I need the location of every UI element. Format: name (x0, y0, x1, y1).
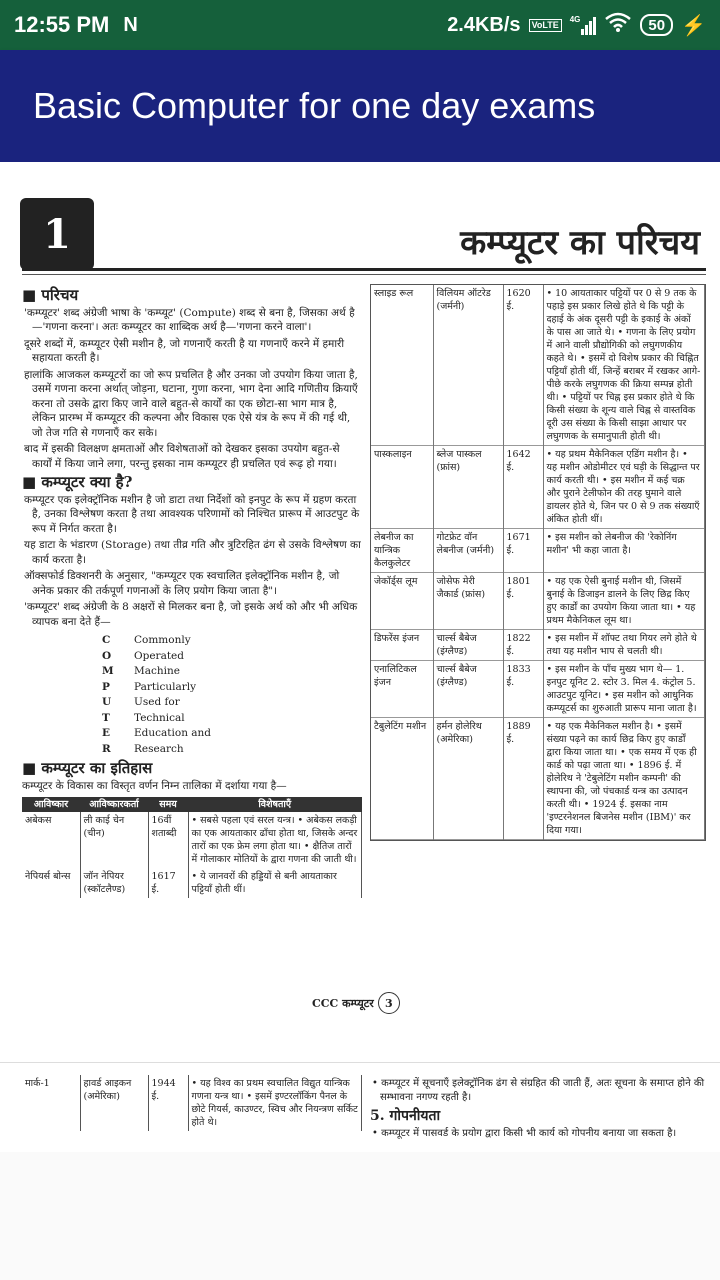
page-footer (312, 992, 400, 1014)
page-number: 3 (378, 992, 400, 1014)
bullet: यह डाटा के भंडारण (Storage) तथा तीव्र गति और त्रुटिरहित ढंग से उसके विश्लेषण का कार्य करता है। (24, 539, 361, 566)
table-row: स्लाइड रूल विलियम ऑटरेड (जर्मनी) 1620 ई. • 10 आयताकार पट्टियों पर 0 से 9 तक के पहाड़े इस प्रकार लिखे होते थे कि पट्टी के दहाई के अंक दूसरी पट्टी के इकाई के अंकों के पास आ जाते थे। • गणना के लिए प्रयोग में आने वाली प्रौद्योगिकी को लघुगणकीय कहते थे। • इसमें दो विशेष प्रकार की चिह्नित पट्टियाँ होती थीं, जिन्हें बराबर में रखकर आगे-पीछे करके लघुगणक की क्रिया सम्पन्न होती थी। • पट्टियों पर चिह्न इस प्रकार होते थे कि किसी संख्या के शून्य वाले चिह्न से वास्तविक दूरी उस संख्या के किसी साझा आधार पर लघुगणक के समानुपाती होती थी। (371, 285, 705, 446)
acronym-row: P Particularly (102, 680, 197, 693)
next-page-preview (0, 1062, 720, 1152)
bullet: कम्प्यूटर एक इलेक्ट्रॉनिक मशीन है जो डाटा तथा निर्देशों को इनपुट के रूप में ग्रहण करता है, उनका विश्लेषण करता है तथा आवश्यक परिणामों को निश्चित प्रारूप में आउटपुट के रूप में निर्गत करता है। (24, 493, 360, 535)
app-bar (0, 50, 720, 162)
table-header-row (22, 797, 362, 812)
table-row: मार्क-1 हावर्ड आइकन (अमेरिका) 1944 ई. • यह विश्व का प्रथम स्वचालित विद्युत यान्त्रिक गणना यन्त्र था। • इसमें इण्टरलॉकिंग पैनल के छोटे गियर्स, काउण्टर, स्विच और नियन्त्रण सर्किट होते थे। (22, 1075, 362, 1131)
table-row: जेकॉर्ड्स लूम जोसेफ मेरी जैकार्ड (फ्रांस) 1801 ई. • यह एक ऐसी बुनाई मशीन थी, जिसमें बुनाई के डिजाइन डालने के लिए छिद्र किए हुए कार्डों का उपयोग किया जाता था। • यह प्रथम मैकेनिकल लूम था। (371, 573, 705, 630)
bullet: दूसरे शब्दों में, कम्प्यूटर ऐसी मशीन है, जो गणनाएँ करती है या गणनाएँ करने में हमारी सहायता करती है। (24, 337, 345, 364)
charging-icon: ⚡ (681, 14, 706, 37)
next-page-right (370, 1077, 710, 1143)
table-row: अबेकस ली काई चेन (चीन) 16वीं शताब्दी • सबसे पहला एवं सरल यन्त्र। • अबेकस लकड़ी का एक आयताकार ढाँचा होता था, जिसके अन्दर तारों का एक फ्रेम लगा होता था। • क्षैतिज तारों में गोलाकार मोतियों के द्वारा गणना की जाती थी। (22, 812, 362, 868)
section-heading: 5. गोपनीयता (370, 1108, 441, 1124)
table-row: एनालिटिकल इंजन चार्ल्स बैबेज (इंग्लैण्ड) 1833 ई. • इस मशीन के पाँच मुख्य भाग थे— 1. इनपुट यूनिट 2. स्टोर 3. मिल 4. कंट्रोल 5. आउटपुट यूनिट। • इस मशीन को आधुनिक कम्प्यूटर्स का शुरुआती प्रारूप माना जाता है। (371, 661, 705, 718)
wifi-icon (604, 12, 632, 38)
book-page-image[interactable] (0, 162, 720, 1152)
next-page-left (22, 1075, 362, 1131)
status-right-group (447, 12, 706, 38)
acronym-row: M Machine (102, 665, 180, 677)
signal-bar (581, 29, 584, 35)
acronym-list (102, 633, 362, 757)
table-row: लेबनीज का यान्त्रिक कैलकुलेटर गोटफ्रेट वॉन लेबनीज (जर्मनी) 1671 ई. • इस मशीन को लेबनीज की 'रेकोनिंग मशीन' भी कहा जाता है। (371, 529, 705, 573)
history-table (22, 797, 362, 898)
table-row: टैबुलेटिंग मशीन हर्मन होलेरिथ (अमेरिका) 1889 ई. • यह एक मैकेनिकल मशीन है। • इसमें संख्या पढ़ने का कार्य छिद्र किए हुए कार्डों द्वारा किया जाता था। • एक समय में एक ही कार्ड को पढ़ा जाता था। • 1896 ई. में होलेरिथ ने 'टेबुलेटिंग मशीन कम्पनी' की स्थापना की, जो पंचकार्ड यन्त्र का उत्पादन करती थी। • 1924 ई. इसका नाम 'इण्टरनेशनल बिजनेस मशीन (IBM)' कर दिया गया। (371, 718, 705, 840)
section-heading: ■ कम्प्यूटर क्या है? (22, 473, 133, 491)
table-row: नेपियर्स बोन्स जॉन नेपियर (स्कॉटलैण्ड) 1617 ई. • ये जानवरों की हड्डियों से बनी आयताकार पट्टियाँ होती थीं। (22, 868, 362, 898)
divider (22, 274, 706, 275)
signal-bar (593, 17, 596, 35)
network-speed: 2.4KB/s (447, 13, 521, 36)
status-time: 12:55 PM (14, 12, 110, 37)
acronym-row: O Operated (102, 649, 184, 662)
table-header: विशेषताएँ (188, 797, 362, 812)
acronym-row: E Education and (102, 727, 212, 739)
divider (22, 268, 706, 271)
table-header: आविष्कार (22, 797, 80, 812)
chapter-title: कम्प्यूटर का परिचय (460, 223, 700, 263)
bullet: • कम्प्यूटर में सूचनाएँ इलेक्ट्रॉनिक ढंग से संग्रहित की जाती हैं, अतः सूचना के समाप्त होने की सम्भावना नगण्य रहती है। (372, 1078, 705, 1103)
table-row: डिफरेंस इंजन चार्ल्स बैबेज (इंग्लैण्ड) 1822 ई. • इस मशीन में शॉफ्ट तथा गियर लगे होते थे तथा यह मशीन भाप से चलती थी। (371, 630, 705, 661)
section-heading: ■ परिचय (22, 286, 79, 304)
volte-icon: VoLTE (529, 19, 562, 32)
bullet: बाद में इसकी विलक्षण क्षमताओं और विशेषताओं को देखकर इसका उपयोग बहुत-से कार्यों में किया जाने लगा, परन्तु इसका नाम कम्प्यूटर ही प्रचलित एवं रूढ़ हो गया। (24, 443, 340, 470)
status-bar (0, 0, 720, 50)
signal-icon (570, 15, 597, 35)
bullet: 'कम्प्यूटर' शब्द अंग्रेजी के 8 अक्षरों से मिलकर बना है, जो इसके अर्थ को और भी अधिक व्यापक बना देते हैं— (24, 601, 358, 628)
table-header: समय (148, 797, 188, 812)
table-row: पास्कलाइन ब्लेज पास्कल (फ्रांस) 1642 ई. • यह प्रथम मैकेनिकल एडिंग मशीन है। • यह मशीन ओडोमीटर एवं घड़ी के सिद्धान्त पर कार्य करती थी। • इस मशीन में कई चक्र और पुराने टेलीफोन की तरह घुमाने वाले डायलर होते थे, जिन पर 0 से 9 तक संख्याएँ अंकित होती थीं। (371, 446, 705, 529)
section-heading: ■ कम्प्यूटर का इतिहास (22, 759, 153, 777)
right-column-table (370, 284, 706, 841)
history-table-continued (371, 285, 705, 840)
acronym-row: U Used for (102, 696, 180, 708)
signal-bar (589, 21, 592, 35)
footer-label: CCC कम्प्यूटर (312, 996, 374, 1010)
notification-n-icon: N (123, 13, 138, 36)
bullet: हालांकि आजकल कम्प्यूटरों का जो रूप प्रचलित है और उनका जो उपयोग किया जाता है, उसमें गणना करना अर्थात् जोड़ना, घटाना, गुणा करना, भाग देना आदि गणितीय क्रियाएँ करना तो उसके द्वारा किए जाने वाले बहुत-से कार्यों का एक छोटा-सा भाग मात्र है, लेकिन प्रारम्भ में कम्प्यूटर की कल्पना और विकास एक ऐसे यंत्र के रूप में की गई थी, जो तेज गति से गणनाएँ कर सके। (24, 368, 358, 439)
bullet: ऑक्सफोर्ड डिक्शनरी के अनुसार, "कम्प्यूटर एक स्वचालित इलेक्ट्रॉनिक मशीन है, जो अनेक प्रकार की तर्कपूर्ण गणनाओं के लिए प्रयोग किया जाता है"। (24, 570, 340, 597)
acronym-row: C Commonly (102, 634, 191, 646)
bullet: • कम्प्यूटर में पासवर्ड के प्रयोग द्वारा किसी भी कार्य को गोपनीय बनाया जा सकता है। (372, 1128, 677, 1139)
battery-icon: 50 (640, 14, 673, 36)
section-intro: कम्प्यूटर के विकास का विस्तृत वर्णन निम्न तालिका में दर्शाया गया है— (22, 779, 287, 792)
left-column (22, 284, 362, 898)
chapter-number: 1 (20, 198, 94, 270)
bullet: 'कम्प्यूटर' शब्द अंग्रेजी भाषा के 'कम्प्यूट' (Compute) शब्द से बना है, जिसका अर्थ है—'गणना करना'। अतः कम्प्यूटर का शाब्दिक अर्थ है—'गणना करने वाला'। (24, 306, 355, 333)
table-header: आविष्कारकर्ता (80, 797, 148, 812)
history-table-next (22, 1075, 362, 1131)
acronym-row: T Technical (102, 711, 185, 724)
app-title: Basic Computer for one day exams (33, 85, 596, 126)
acronym-row: R Research (102, 742, 184, 755)
signal-label: 4G (569, 15, 581, 24)
signal-bar (585, 25, 588, 35)
